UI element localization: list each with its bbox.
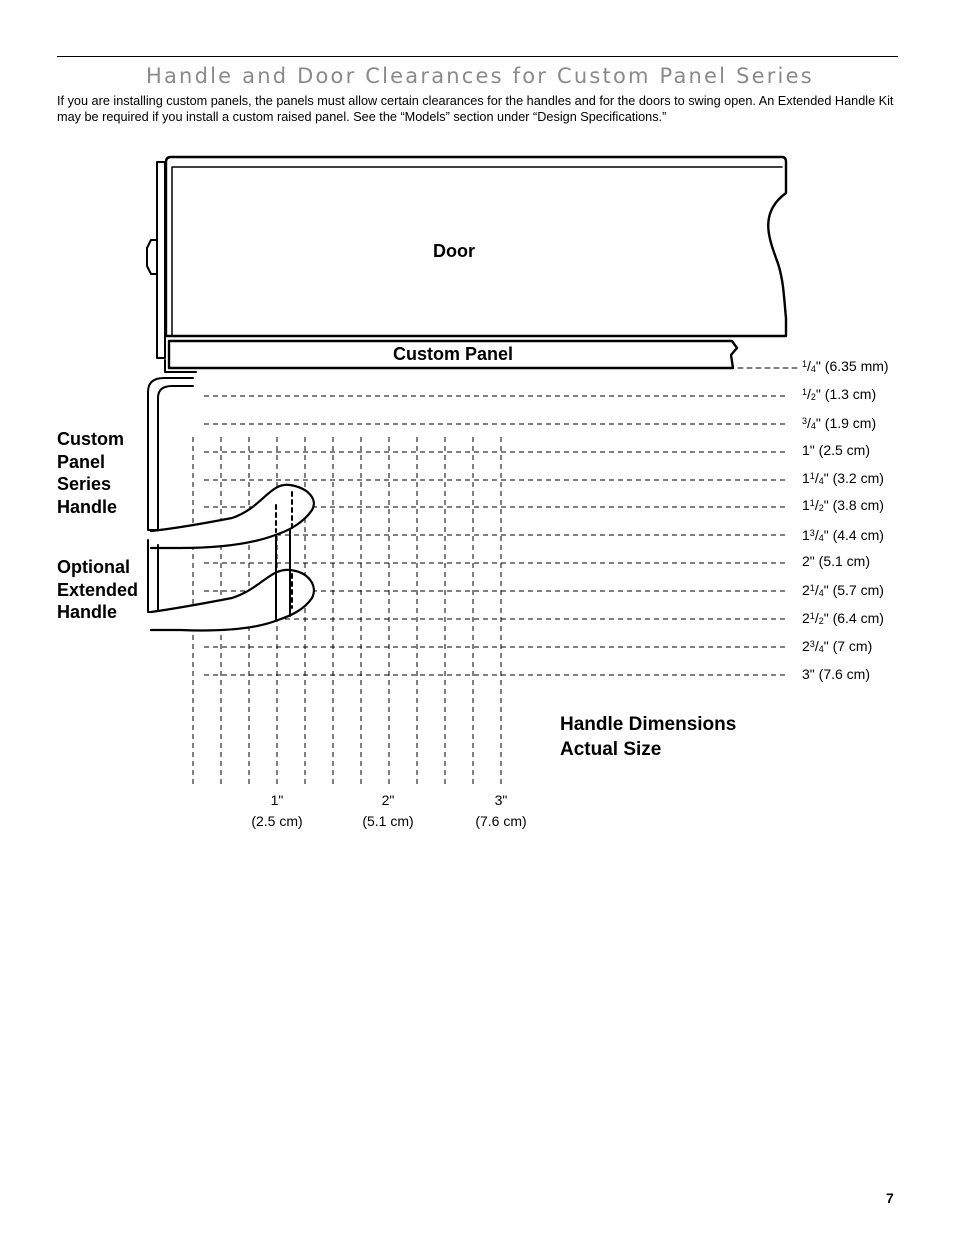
y-scale-label: 3" (7.6 cm) (802, 666, 870, 682)
door-hinge (147, 240, 157, 274)
page-number: 7 (886, 1190, 894, 1206)
custom-panel-label: Custom Panel (393, 344, 514, 364)
dimensions-caption: Handle Dimensions Actual Size (560, 714, 737, 760)
y-scale-label: $1^1/_4$" (3.2 cm) (802, 470, 884, 486)
cabinet-side (157, 162, 165, 358)
intro-paragraph: If you are installing custom panels, the panels must allow certain clearances for the handles and for the doors to swing open. An Extended Handle Kit may be required if you install a custom raised panel. See the “Models” section under “Design Specifications.” (57, 94, 894, 124)
y-scale-label: $^1/_4$" (6.35 mm) (802, 358, 889, 374)
extended-handle-label: Optional Extended Handle (57, 557, 139, 623)
y-scale-label: $1^1/_2$" (3.8 cm) (802, 497, 884, 513)
extended-handle-arm (148, 540, 158, 612)
y-scale-label: 2" (5.1 cm) (802, 553, 870, 569)
y-scale-label: 1" (2.5 cm) (802, 442, 870, 458)
door-drawing (147, 157, 798, 631)
handle-arm (148, 378, 193, 530)
y-scale-label: $1^3/_4$" (4.4 cm) (802, 527, 884, 543)
handle-label: Custom Panel Series Handle (57, 429, 124, 518)
y-scale-label: $^3/_4$" (1.9 cm) (802, 415, 877, 431)
y-scale-label: $2^1/_2$" (6.4 cm) (802, 610, 884, 626)
x-scale-label: 3" (7.6 cm) (475, 792, 527, 829)
x-scale-label: 1" (2.5 cm) (251, 792, 303, 829)
y-scale-label: $2^3/_4$" (7 cm) (802, 638, 873, 654)
page-title: Handle and Door Clearances for Custom Panel Series (146, 64, 814, 88)
door-label: Door (433, 241, 475, 261)
door-outline (166, 157, 786, 336)
y-scale-label: $2^1/_4$" (5.7 cm) (802, 582, 884, 598)
x-scale-label: 2" (5.1 cm) (362, 792, 414, 829)
y-scale-label: $^1/_2$" (1.3 cm) (802, 386, 877, 402)
